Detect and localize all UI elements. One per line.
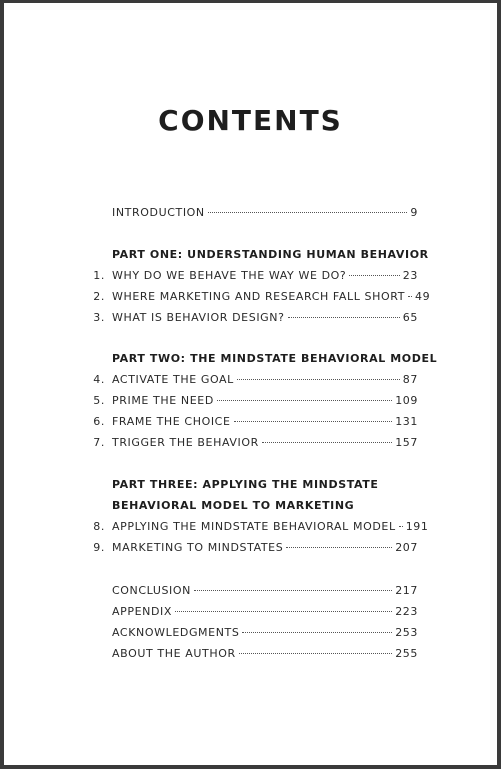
entry-label: ACTIVATE THE GOAL: [112, 373, 234, 386]
entry-page: 255: [395, 647, 418, 660]
chapter-number: 6.: [93, 415, 105, 428]
entry-label: ACKNOWLEDGMENTS: [112, 626, 240, 639]
entry-page: 49: [415, 290, 431, 303]
chapter-number: 9.: [93, 541, 105, 554]
chapter-number: 1.: [93, 269, 105, 282]
entry-label: CONCLUSION: [112, 584, 191, 597]
entry-page: 223: [395, 605, 418, 618]
entry-page: 253: [395, 626, 418, 639]
entry-page: 217: [395, 584, 418, 597]
entry-page: 191: [405, 520, 429, 533]
chapter-number: 3.: [93, 311, 105, 324]
entry-label: INTRODUCTION: [112, 206, 205, 219]
dot-leader: [242, 632, 392, 633]
entry-label: APPENDIX: [112, 605, 173, 618]
dot-leader: [408, 296, 412, 297]
dot-leader: [234, 421, 393, 422]
entry-page: 207: [395, 541, 418, 554]
dot-leader: [194, 590, 392, 591]
entry-label: APPLYING THE MINDSTATE BEHAVIORAL MODEL: [112, 520, 396, 533]
toc-entry-chapter-7: [93, 436, 418, 449]
toc-entry-chapter-8: [93, 520, 429, 533]
entry-label: FRAME THE CHOICE: [112, 415, 231, 428]
toc-entry-conclusion: [112, 584, 418, 597]
chapter-number: 4.: [93, 373, 105, 386]
dot-leader: [262, 442, 392, 443]
toc-entry-chapter-4: [93, 373, 418, 386]
chapter-number: 8.: [93, 520, 105, 533]
dot-leader: [288, 317, 400, 318]
entry-label: WHERE MARKETING AND RESEARCH FALL SHORT: [112, 290, 406, 303]
chapter-number: 2.: [93, 290, 105, 303]
chapter-number: 5.: [93, 394, 105, 407]
dot-leader: [399, 526, 403, 527]
book-page: [4, 3, 497, 765]
entry-page: 23: [402, 269, 418, 282]
part-three-heading-line-2: BEHAVIORAL MODEL TO MARKETING: [112, 499, 355, 512]
entry-page: 157: [395, 436, 418, 449]
dot-leader: [217, 400, 392, 401]
toc-entry-appendix: [112, 605, 418, 618]
entry-page: 9: [410, 206, 418, 219]
entry-page: 109: [395, 394, 418, 407]
entry-label: PRIME THE NEED: [112, 394, 214, 407]
entry-label: ABOUT THE AUTHOR: [112, 647, 236, 660]
entry-page: 131: [395, 415, 418, 428]
dot-leader: [349, 275, 399, 276]
toc-entry-about-the-author: [112, 647, 418, 660]
dot-leader: [237, 379, 400, 380]
dot-leader: [286, 547, 392, 548]
page-title: CONTENTS: [158, 104, 343, 137]
dot-leader: [208, 212, 408, 213]
toc-entry-chapter-3: [93, 311, 418, 324]
dot-leader: [239, 653, 392, 654]
part-three-heading-line-1: PART THREE: APPLYING THE MINDSTATE: [112, 478, 379, 491]
entry-label: MARKETING TO MINDSTATES: [112, 541, 284, 554]
entry-page: 65: [402, 311, 418, 324]
entry-page: 87: [402, 373, 418, 386]
chapter-number: 7.: [93, 436, 105, 449]
entry-label: WHY DO WE BEHAVE THE WAY WE DO?: [112, 269, 347, 282]
entry-label: WHAT IS BEHAVIOR DESIGN?: [112, 311, 285, 324]
toc-entry-chapter-6: [93, 415, 418, 428]
dot-leader: [175, 611, 392, 612]
toc-entry-introduction: [112, 206, 418, 219]
part-one-heading: PART ONE: UNDERSTANDING HUMAN BEHAVIOR: [112, 248, 429, 261]
entry-label: TRIGGER THE BEHAVIOR: [112, 436, 259, 449]
toc-entry-chapter-9: [93, 541, 418, 554]
toc-entry-chapter-2: [93, 290, 431, 303]
toc-entry-acknowledgments: [112, 626, 418, 639]
toc-entry-chapter-5: [93, 394, 418, 407]
toc-entry-chapter-1: [93, 269, 418, 282]
part-two-heading: PART TWO: THE MINDSTATE BEHAVIORAL MODEL: [112, 352, 438, 365]
